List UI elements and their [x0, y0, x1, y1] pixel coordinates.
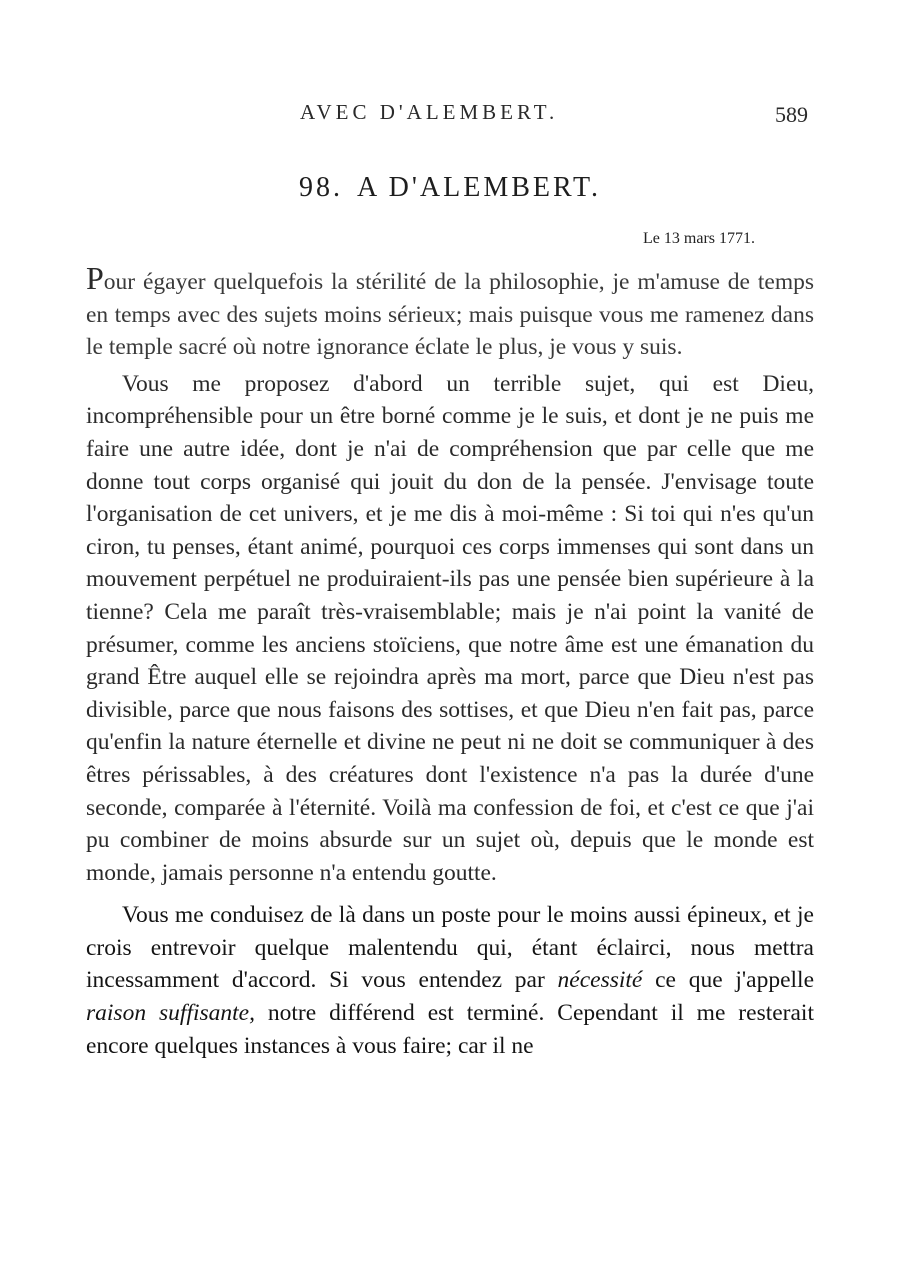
- letter-heading: [0, 172, 900, 204]
- letter-date: Le 13 mars 1771.: [643, 230, 755, 247]
- paragraph-3-text-c: notre différend est terminé. Cependant il me resterait encore quelques instances à vous faire; car il ne: [86, 1000, 814, 1059]
- paragraph-3-text-b: ce que j'appelle: [642, 967, 814, 994]
- letter-body: [86, 262, 814, 1062]
- italic-necessite: nécessité: [557, 967, 643, 994]
- initial-letter: P: [86, 260, 104, 296]
- paragraph-2: Vous me proposez d'abord un terrible sujet, qui est Dieu, incompréhensible pour un être borné comme je le suis, et dont je ne puis me faire une autre idée, dont je n'ai de compréhension que par celle que me donne tout corps organisé qui jouit du don de la pensée. J'envisage toute l'organisation de cet univers, et je me dis à moi-même : Si toi qui n'es qu'un ciron, tu penses, étant animé, pourquoi ces corps immenses qui sont dans un mouvement perpétuel ne produiraient-ils pas une pensée bien supérieure à la tienne? Cela me paraît très-vraisemblable; mais je n'ai point la vanité de présumer, comme les anciens stoïciens, que notre âme est une émanation du grand Être auquel elle se rejoindra après ma mort, parce que Dieu n'est pas divisible, parce que nous faisons des sottises, et que Dieu n'en fait pas, parce qu'enfin la nature éternelle et divine ne peut ni ne doit se communiquer à des êtres périssables, à des créatures dont l'existence n'a pas la durée d'une seconde, comparée à l'éternité. Voilà ma confession de foi, et c'est ce que j'ai pu combiner de moins absurde sur un sujet où, depuis que le monde est monde, jamais personne n'a entendu goutte.: [86, 370, 814, 886]
- italic-raison-suffisante: raison suffisante,: [86, 1000, 255, 1027]
- paragraph-1: [86, 262, 814, 364]
- paragraph-1-text: our égayer quelquefois la stérilité de la philosophie, je m'amuse de temps en temps avec des sujets moins sérieux; mais puisque vous me ramenez dans le temple sacré où notre ignorance éclate le plus, je vous y suis.: [86, 269, 814, 361]
- page-number: 589: [775, 102, 808, 127]
- running-head: [0, 100, 900, 130]
- letter-number: 98.: [298, 172, 343, 203]
- running-head-title: AVEC D'ALEMBERT.: [300, 100, 559, 124]
- letter-title: A D'ALEMBERT.: [356, 172, 602, 203]
- paragraph-3-text-a: Vous me conduisez de là dans un poste pour le moins aussi épineux, et je crois entrevoir quelque malentendu qui, étant éclairci, nous mettra incessamment d'accord. Si vous entendez par: [86, 902, 814, 994]
- paragraph-3: [86, 899, 814, 1062]
